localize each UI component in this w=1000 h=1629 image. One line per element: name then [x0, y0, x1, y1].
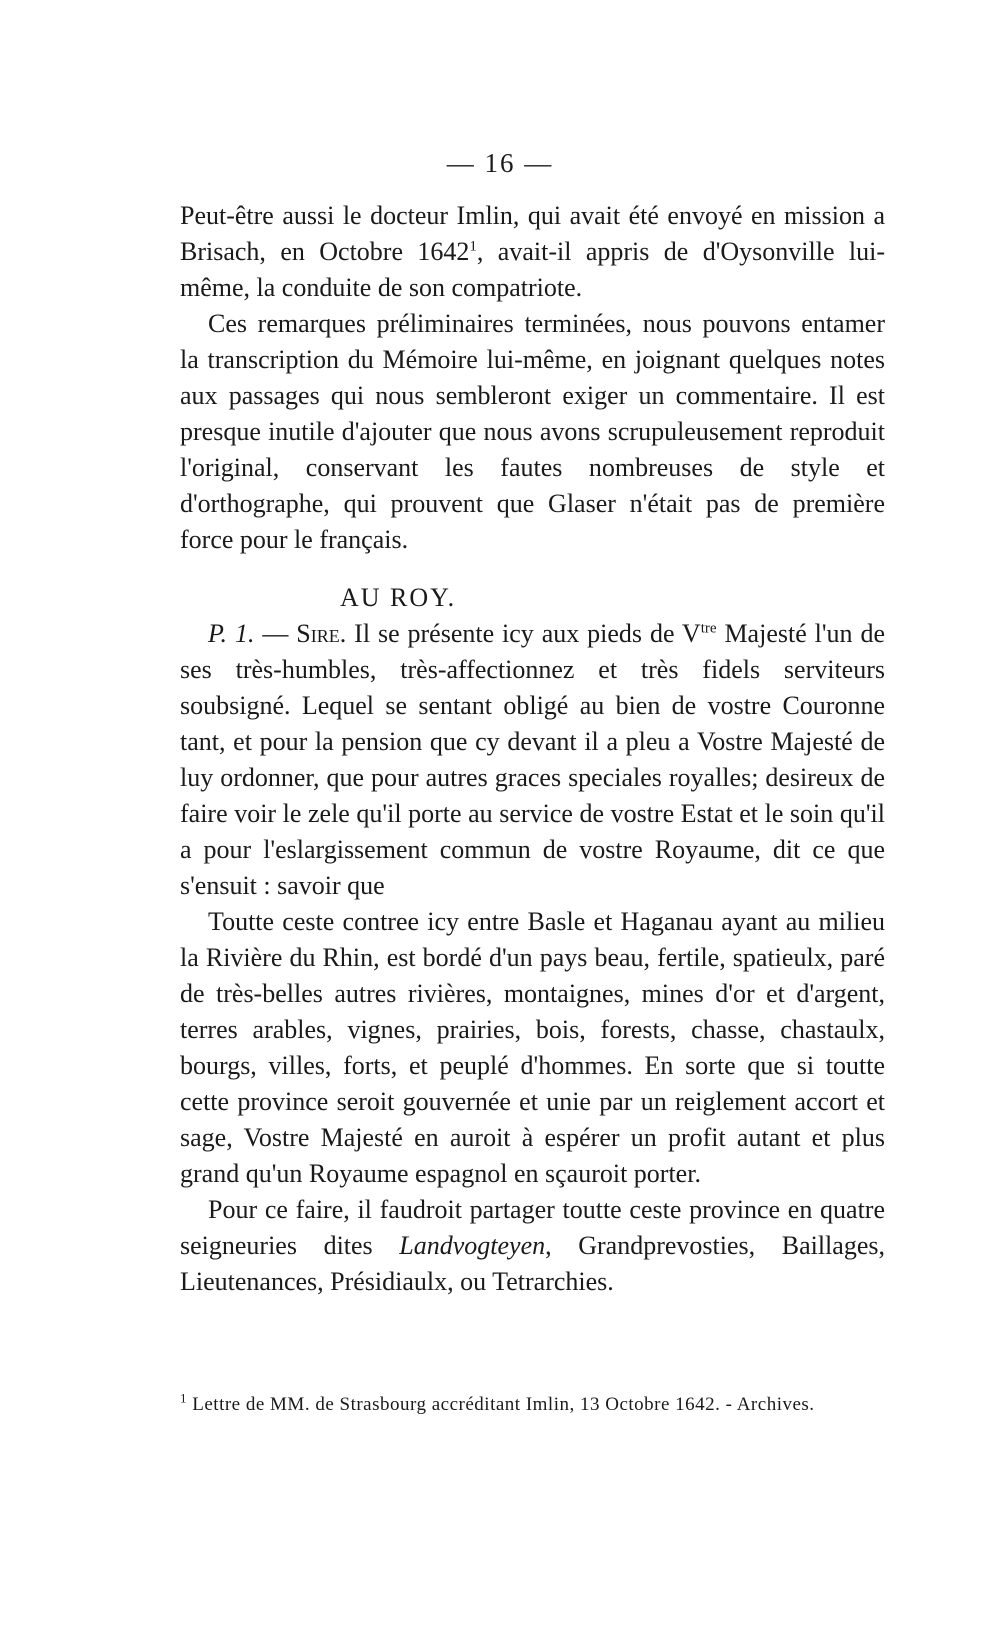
footnote-text: Lettre de MM. de Strasbourg accréditant Imlin, 13 Octobre 1642. - Archives. — [187, 1394, 815, 1415]
memoire-page-reference: P. 1. — [208, 619, 255, 648]
section-heading: AU ROY. — [340, 583, 457, 612]
footnote-reference: 1 — [469, 238, 477, 255]
memoire-paragraph-3-text-1: Pour ce faire, il faudroit partager toutte ceste province en quatre seigneuries dites — [180, 1195, 885, 1260]
intro-paragraph-1-rest: , avait-il appris de d'Oysonville lui-même, la conduite de son compatriote. — [180, 237, 886, 302]
memoire-text-1: Il se présente icy aux pieds de V — [346, 619, 701, 648]
intro-paragraph-2: Ces remarques préliminaires terminées, nous pouvons entamer la transcription du Mémoire lui-même, en joignant quelques notes aux passages qui nous sembleront exiger un commentaire. Il est presque inutile d'ajouter que nous avons scrupuleusement reproduit l'original, conservant les fautes nombreuses de style et d'orthographe, qui prouvent que Glaser n'était pas de première force pour le français. — [180, 309, 885, 554]
footnote — [180, 1390, 885, 1419]
intro-paragraph-1-text: Peut-être aussi le docteur Imlin, qui avait été envoyé en mission a Brisach, en Octobre 1642 — [180, 201, 885, 266]
memoire-paragraph-3 — [180, 1192, 885, 1300]
main-text — [180, 198, 885, 1300]
memoire-paragraph-2: Toutte ceste contree icy entre Basle et Haganau ayant au milieu la Rivière du Rhin, est bordé d'un pays beau, fertile, spatieulx, paré de très-belles autres rivières, montaignes, mines d'or et d'argent, terres arables, vignes, prairies, bois, forests, chasse, chastaulx, bourgs, villes, forts, et peuplé d'hommes. En sorte que si toutte cette province seroit gouvernée et unie par un reiglement accort et sage, Vostre Majesté en auroit à espérer un profit autant et plus grand qu'un Royaume espagnol en sçauroit porter. — [180, 907, 885, 1188]
memoire-paragraph-1 — [180, 616, 885, 904]
italic-term: Landvogteyen — [399, 1231, 546, 1260]
page-number: — 16 — — [446, 148, 554, 178]
memoire-text-2: Majesté l'un de ses très-humbles, très-affectionnez et très fidels serviteurs soubsigné. Lequel se sentant obligé au bien de vostre Couronne tant, et pour la pension que cy devant il a pleu a Vostre Majesté de luy ordonner, que pour autres graces speciales royalles; desireux de faire voir le zele qu'il porte au service de vostre Estat et le soin qu'il a pour l'eslargissement commun de vostre Royaume, dit ce que s'ensuit : savoir que — [180, 619, 886, 900]
memoire-address: Sire. — [296, 619, 347, 648]
memoire-paragraph-3-text-2: , Grandprevosties, Baillages, Lieutenances, Présidiaulx, ou Tetrarchies. — [180, 1231, 885, 1296]
footnote-marker: 1 — [180, 1390, 187, 1406]
memoire-dash: — — [254, 619, 297, 648]
superscript-abbreviation: tre — [700, 620, 717, 637]
intro-paragraph-1 — [180, 198, 885, 306]
